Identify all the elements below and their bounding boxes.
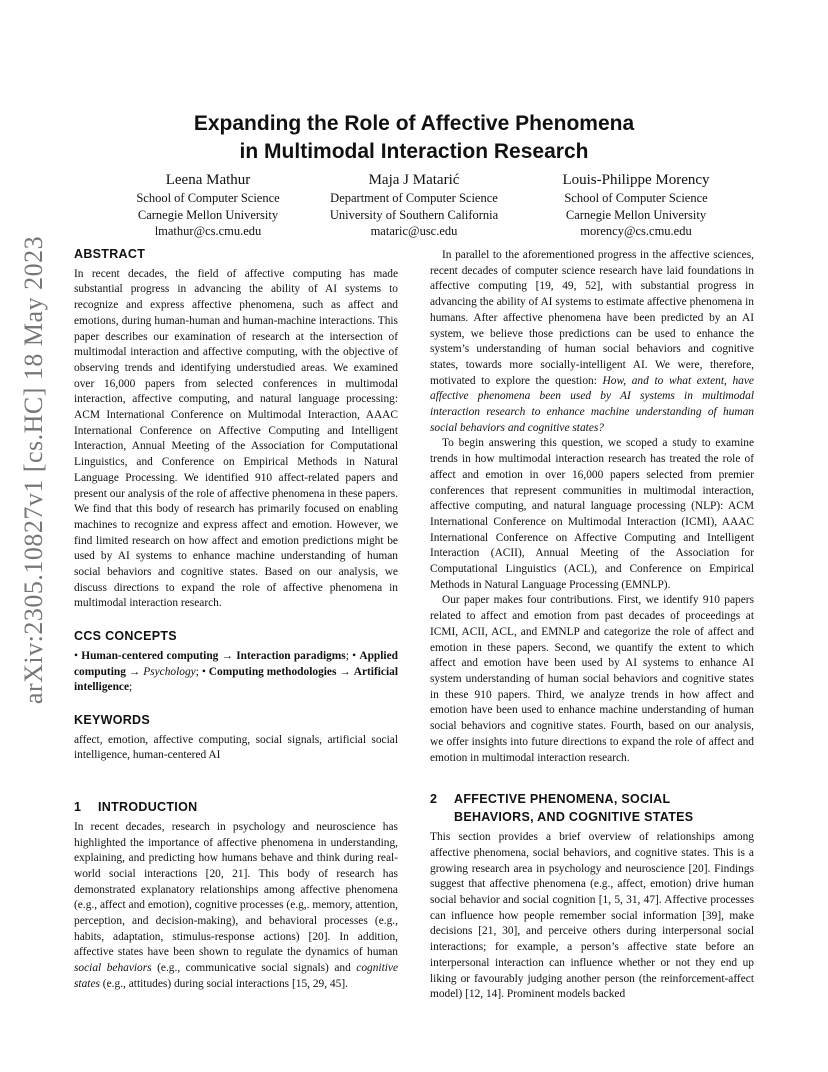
ccs-concept: Human-centered computing bbox=[81, 649, 219, 662]
intro-text: (e.g., communicative social signals) and bbox=[151, 962, 357, 975]
intro-text: In recent decades, research in psychology and neuroscience has highlighted the importance of affective phenomena in understanding, explaining, and predicting how humans behave and think during real-world social interactions [20, 21]. This body of research has demonstrated explanatory relationships among affective phenomena (e.g., affect and emotion), cognitive processes (e.g,. memory, attention, perception, and decision-making), and behavioral processes (e.g., habits, adaptation, stimulus-response actions) [20]. In addition, affective states have been shown to regulate the dynamics of human bbox=[74, 820, 398, 959]
author-block-1 bbox=[88, 170, 328, 240]
author-name: Leena Mathur bbox=[165, 172, 251, 188]
author-department: School of Computer Science bbox=[564, 191, 708, 205]
section-title-line: AFFECTIVE PHENOMENA, SOCIAL bbox=[454, 792, 671, 807]
author-institution: University of Southern California bbox=[329, 207, 499, 222]
bullet: • bbox=[74, 649, 78, 662]
paper-title bbox=[0, 110, 828, 166]
abstract-text: In recent decades, the field of affective computing has made substantial progress in advancing the ability of AI systems to recognize and express affective phenomena, such as affect and emotions, during human-human and human-machine interactions. This paper describes our examination of research at the intersection of multimodal interaction and affective computing, with the objective of observing trends and identifying understudied areas. We examined over 16,000 papers from selected conferences in multimodal interaction, affective computing, and natural language processing: ACM International Conference on Multimodal Interaction, AAAC International Conference on Affective Computing and Intelligent Interaction, Annual Meeting of the Association for Computational Linguistics, and Conference on Empirical Methods in Natural Language Processing. We identified 910 affect-related papers and present our analysis of the role of affective phenomena in these papers. We find that this body of research has primarily focused on enabling machines to recognize and express affect and emotion. However, we find limited research on how affect and emotion predictions might be used by AI systems to enhance machine understanding of human social behaviors and cognitive states. Based on our analysis, we discuss directions to expand the role of affective phenomena in multimodal interaction research. bbox=[74, 267, 398, 610]
ccs-concepts bbox=[74, 649, 398, 696]
arrow-icon: → bbox=[221, 649, 233, 662]
title-line-2: in Multimodal Interaction Research bbox=[239, 140, 589, 163]
bullet: • bbox=[352, 649, 357, 662]
keywords-heading: KEYWORDS bbox=[74, 712, 151, 727]
paragraph: Our paper makes four contributions. First, we identify 910 papers related to affect and emotion from past decades of proceedings at ICMI, ACII, ACL, and EMNLP and categorize the role of affect and emotion in these papers. Second, we quantify the extent to which affect and emotion have been used by AI systems to enhance AI system understanding of human social behaviors and cognitive states in these 910 papers. Third, we analyze trends in how affect and emotion have been used to enhance machine understanding of human social behaviors and cognitive states. Fourth, based on our analysis, we offer insights into future directions to expand the role of affect and emotion in multimodal interaction research. bbox=[430, 594, 754, 764]
ccs-concept: Artificial intelligence bbox=[74, 665, 398, 694]
right-column bbox=[430, 248, 754, 1003]
research-question: How, and to what extent, have affective phenomena been used by AI systems in multimodal interaction research to enhance machine understanding of human social behaviors and cognitive states? bbox=[430, 374, 754, 434]
author-name: Maja J Matarić bbox=[368, 172, 460, 188]
separator: ; bbox=[345, 649, 349, 662]
author-block-2 bbox=[294, 170, 534, 240]
title-line-1: Expanding the Role of Affective Phenomena bbox=[193, 112, 635, 135]
separator: ; bbox=[195, 665, 199, 678]
arrow-icon: → bbox=[128, 665, 141, 678]
author-email: mataric@usc.edu bbox=[370, 224, 458, 238]
section-2-text: This section provides a brief overview of relationships among affective phenomena, social behaviors, and cognitive states. This is a growing research area in psychology and neuroscience [20]. Findings suggest that affective phenomena (e.g., affect, emotion) drive human social behavior and social cognition [1, 5, 31, 47]. Affective processes can influence how people remember social information [39], make decisions [21, 30], and perceive others during interpersonal social interactions; for example, a person’s affective state before an interpersonal interaction can influence whether or not they end up liking or favourably judging another person (the reinforcement-affect model) [12, 14]. Prominent models backed bbox=[430, 831, 754, 1001]
section-title-line: BEHAVIORS, AND COGNITIVE STATES bbox=[454, 810, 694, 825]
author-department: Department of Computer Science bbox=[330, 191, 498, 205]
author-name: Louis-Philippe Morency bbox=[562, 172, 710, 188]
author-email: morency@cs.cmu.edu bbox=[580, 224, 692, 238]
left-column bbox=[74, 247, 398, 993]
author-email: lmathur@cs.cmu.edu bbox=[154, 224, 262, 238]
section-number: 2 bbox=[430, 792, 438, 807]
section-2-heading bbox=[430, 790, 754, 826]
section-title: INTRODUCTION bbox=[98, 800, 198, 815]
intro-paragraph bbox=[74, 820, 398, 993]
separator: ; bbox=[129, 681, 133, 694]
intro-emphasis: social behaviors bbox=[74, 962, 152, 975]
ccs-heading: CCS CONCEPTS bbox=[74, 629, 177, 644]
keywords-text: affect, emotion, affective computing, social signals, artificial social intelligence, human-centered AI bbox=[74, 733, 398, 762]
intro-heading bbox=[74, 800, 398, 816]
bullet: • bbox=[201, 665, 206, 678]
intro-text: (e.g., attitudes) during social interactions [15, 29, 45]. bbox=[99, 977, 348, 990]
abstract-heading: ABSTRACT bbox=[74, 247, 146, 261]
author-institution: Carnegie Mellon University bbox=[137, 207, 279, 222]
ccs-concept: Interaction paradigms bbox=[236, 649, 346, 662]
arxiv-sidebar bbox=[14, 160, 54, 780]
paragraph bbox=[430, 248, 754, 436]
paragraph: To begin answering this question, we scoped a study to examine trends in how multimodal interaction research has treated the role of affect and emotion in over 16,000 papers selected from premier conferences that represent communities in multimodal interaction, affective computing, and natural language processing (NLP): ACM International Conference on Multimodal Interaction (ICMI), AAAC International Conference on Affective Computing and Intelligent Interaction (ACII), Annual Meeting of the Association for Computational Linguistics (ACL), and Conference on Empirical Methods in Natural Language Processing (EMNLP). bbox=[430, 437, 754, 591]
author-department: School of Computer Science bbox=[136, 191, 280, 205]
section-number: 1 bbox=[74, 800, 82, 815]
author-block-3 bbox=[516, 170, 756, 240]
ccs-concept: Psychology bbox=[143, 665, 196, 678]
ccs-concept: Applied computing bbox=[74, 649, 398, 678]
paragraph-text: In parallel to the aforementioned progress in the affective sciences, recent decades of computer science research have laid foundations in affective computing [19, 49, 52], with substantial progress in advancing the ability of AI systems to estimate affective phenomena in humans. After affective phenomena have been predicted by an AI system, we believe those predictions can be used to enhance the system’s understanding of human social behaviors and cognitive states, towards more socially-intelligent AI. We were, therefore, motivated to explore the question: bbox=[430, 249, 754, 387]
ccs-concept: Computing methodologies bbox=[208, 665, 337, 678]
intro-emphasis: cognitive states bbox=[74, 962, 399, 990]
arrow-icon: → bbox=[339, 665, 351, 678]
arxiv-identifier: arXiv:2305.10827v1 [cs.HC] 18 May 2023 bbox=[19, 235, 48, 705]
author-institution: Carnegie Mellon University bbox=[565, 207, 707, 222]
